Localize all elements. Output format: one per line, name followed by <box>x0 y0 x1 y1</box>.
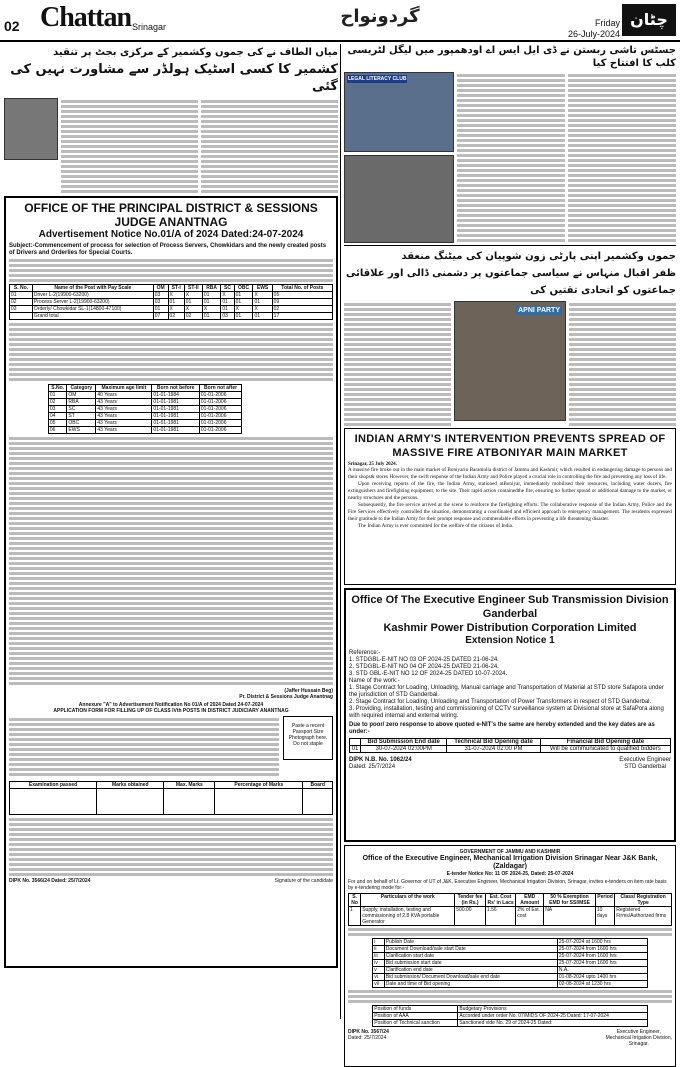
age-table <box>48 384 242 434</box>
notice-title: OFFICE OF THE PRINCIPAL DISTRICT & SESSIONS JUDGE ANANTNAG <box>24 201 318 229</box>
annexure-label: Annexure "A" to Advertisement Notification No 01/A of 2024 Dated 24-07-2024 <box>78 702 264 708</box>
table-cell: 01 <box>350 746 361 753</box>
city-label: Srinagar <box>132 22 167 32</box>
table-cell: Position of funds <box>373 1006 458 1013</box>
table-cell: 02 <box>272 306 332 313</box>
column-divider <box>340 44 341 1019</box>
form-fields <box>9 716 279 778</box>
table-cell: 01 <box>168 299 184 306</box>
signatory: Executive Engineer, <box>616 1029 661 1035</box>
table-cell: Sanctioned vide No. 29 of 2024-25 Dated: <box>458 1020 647 1027</box>
table-header: ST-I <box>168 285 184 292</box>
urdu-article <box>4 98 338 193</box>
table-header: ST-II <box>184 285 202 292</box>
declaration-block <box>9 818 333 876</box>
table-row <box>10 306 333 313</box>
table-row <box>48 392 241 399</box>
reference-item: 2. STDGBL-E-NIT NO 04 OF 2024-25 DATED 21-06-24. <box>349 664 499 670</box>
table-cell: 01 <box>234 292 253 299</box>
irrigation-notice <box>344 845 676 1067</box>
meeting-photo <box>454 301 566 421</box>
table-cell: 01-01-2006 <box>199 392 241 399</box>
table-cell: Orderly/ Chowkidar SL-1(14800-47100) <box>32 306 153 313</box>
table-header: 50 % Exemption EMD for SSI/MSE <box>544 894 596 907</box>
table-cell: 07 <box>153 313 168 320</box>
table-row <box>350 746 671 753</box>
table-row <box>48 420 241 427</box>
table-header: Born not after <box>199 385 241 392</box>
table-cell: 10 days <box>595 907 614 926</box>
table-cell: 31-07-2024 02:00 PM <box>447 746 540 753</box>
notice-title: Office of the Executive Engineer, Mechanical Irrigation Division Srinagar Near J&K Bank, (Zaldagar) <box>362 855 658 870</box>
table-cell: 01 <box>202 299 220 306</box>
signatory: Executive Engineer <box>619 757 671 763</box>
reference-item: 1. STDGBL-E-NIT NO 03 OF 2024-25 DATED 21-06-24. <box>349 657 499 663</box>
urdu-article <box>344 72 676 242</box>
table-header: Category <box>67 385 96 392</box>
table-cell: 03 <box>10 306 33 313</box>
table-row <box>373 1006 647 1013</box>
notice-date: Dated: 25/7/2024 <box>348 1035 387 1041</box>
table-cell: 01 <box>202 313 220 320</box>
due-note: Due to poor/ zero response to above quoted e-NIT's the same are hereby extended and the key dates are as under:- <box>349 722 655 735</box>
table-row <box>349 907 672 926</box>
table-row <box>10 789 333 815</box>
table-cell: Date and time of Bid opening <box>384 981 557 988</box>
table-row <box>373 953 647 960</box>
key-dates-table <box>349 738 671 753</box>
table-header: Name of the Post with Pay Scale <box>32 285 153 292</box>
table-header: EMD Amount <box>516 894 544 907</box>
table-cell: 02 <box>48 399 67 406</box>
table-cell: X <box>202 306 220 313</box>
urdu-headline: کشمیر کا کسی اسٹیک ہولڈر سے مشاورت نہیں کی گئی <box>10 62 338 94</box>
table-cell: 01-01-1981 <box>152 413 200 420</box>
notice-title: Kashmir Power Distribution Corporation Limited <box>383 622 637 634</box>
table-row <box>48 427 241 434</box>
table-cell: 03 <box>153 292 168 299</box>
footer-right <box>606 1029 672 1047</box>
table-cell: 09 <box>272 299 332 306</box>
reference-label: Reference:- <box>349 650 381 656</box>
table-cell: 01 <box>153 306 168 313</box>
section-title: گردونواح <box>340 6 420 27</box>
article-paragraph: A massive fire broke out in the main market of Boniyarin Baramulla district of Jammu and Kashmir, which resulted in endangering damage to persons and their shops& stores However, the swift response of the Indian Army and Police played a crucial role in controlling the fire and preventing any loss of life. <box>348 467 672 480</box>
table-cell: RBA <box>67 399 96 406</box>
table-cell: 01-01-2006 <box>199 413 241 420</box>
table-cell: 01 <box>10 292 33 299</box>
notice-title: Ganderbal <box>482 608 538 620</box>
table-cell: 01-01-1984 <box>152 392 200 399</box>
table-cell: EWS <box>67 427 96 434</box>
table-cell: 01-01-2006 <box>199 399 241 406</box>
exam-table <box>9 781 333 815</box>
dipk-number: DIPK No. 3566/24 Dated: 25/7/2024 <box>9 878 91 884</box>
table-cell: 1.56 <box>485 907 515 926</box>
table-row <box>10 292 333 299</box>
work-item: 1. Stage Contract for Loading, Unloading, Manual carriage and Transportation of Material at STD store Safapora under the jurisdiction of STD Ganderbal. <box>349 685 664 698</box>
table-cell: 01-01-1981 <box>152 420 200 427</box>
table-cell: X <box>221 292 234 299</box>
items-table <box>348 893 672 926</box>
table-cell: 03 <box>221 313 234 320</box>
article-text-block <box>61 98 198 193</box>
table-cell: Supply, installation, testing and commissioning of 2.8 KVA portable Generator <box>361 907 455 926</box>
article-text-block <box>457 72 565 242</box>
article-dateline: Srinagar, 25 July 2024. <box>348 462 397 467</box>
article-body <box>344 301 676 425</box>
table-cell: Position of Technical sanction <box>373 1020 458 1027</box>
table-cell: 2% of Est. cost <box>516 907 544 926</box>
footer-left <box>348 1029 389 1047</box>
urdu-headline: جسٹس تاشی ربستن نے ڈی ایل ایس اے اودھمپور میں لیگل لٹریسی کلب کا افتتاح کیا <box>347 45 676 69</box>
table-cell: 01-01-2006 <box>199 406 241 413</box>
table-cell: Document Download/sale start Date <box>384 946 557 953</box>
photo-stack <box>344 72 454 242</box>
table-cell: vii <box>373 981 384 988</box>
work-item: 2. Stage Contract for Loading, Unloading and Transportation of Power Transformers in respect of STD Ganderbal. <box>349 699 652 705</box>
article-paragraph: Subsequently, the fire service arrived at the scene to reinforce the firefighting efforts. The collaborative response of the Indian Army, Police and the Fire Services effectively controlled the situation, demonstrating a coordinated and efficient approach to emergency management. The residents expressed their gratitude to the Indian Army for their prompt response and commendable efforts in preventing a life threatening disaster. <box>348 502 672 522</box>
table-cell: ii <box>373 946 384 953</box>
table-cell: 25-07-2024 from 1600 hrs <box>557 953 647 960</box>
table-header: Max. Marks <box>164 782 215 789</box>
dipk-number: DIPK N.B. No. 1062/24 <box>349 757 412 763</box>
table-cell: 06 <box>48 427 67 434</box>
day-label: Friday <box>594 18 620 28</box>
table-cell: 03 <box>48 406 67 413</box>
table-cell: Registered Firms/Authorized firms <box>615 907 672 926</box>
table-header: Marks obtained <box>97 782 164 789</box>
table-cell: 30-07-2024 02:00PM <box>361 746 447 753</box>
table-cell: 01 <box>221 306 234 313</box>
court-notice <box>4 196 338 968</box>
table-header: Particulars of the work <box>361 894 455 907</box>
army-article <box>344 428 676 585</box>
table-row <box>373 1013 647 1020</box>
table-cell: Publish Date <box>384 939 557 946</box>
table-cell: 01-08-2024 upto 1400 hrs <box>557 974 647 981</box>
table-cell: 05 <box>48 420 67 427</box>
table-cell: Process Server L-2(19900-63200) <box>32 299 153 306</box>
table-cell: X <box>168 306 184 313</box>
urdu-headline: میاں الطاف نے کی جموں وکشمیر کے مرکزی بجٹ پر تنقید <box>53 47 338 58</box>
table-cell: 25-07-2024 from 1600 hrs <box>557 960 647 967</box>
table-cell: 500.00 <box>455 907 486 926</box>
notice-text-block <box>9 323 333 381</box>
table-header: Born not before <box>152 385 200 392</box>
table-header: Examination passed <box>10 782 97 789</box>
table-cell: 01 <box>202 292 220 299</box>
table-cell: Budgetary Provisions <box>458 1006 647 1013</box>
table-cell: X <box>168 292 184 299</box>
table-cell: 01-01-1981 <box>152 406 200 413</box>
table-cell: iii <box>373 953 384 960</box>
notice-footer <box>349 757 671 771</box>
table-cell: 02-08-2024 at 1230 hrs <box>557 981 647 988</box>
notice-text-block <box>348 990 672 1003</box>
table-cell: OBC <box>67 420 96 427</box>
table-header <box>350 739 361 746</box>
table-cell: 01-01-2006 <box>199 420 241 427</box>
table-header: Tender fee (in Rs.) <box>455 894 486 907</box>
table-row <box>48 399 241 406</box>
table-cell: 43 Years <box>96 406 152 413</box>
urdu-headline: ظفر اقبال منہاس نے سیاسی جماعتوں پر دشمنی ڈالی اور علاقائی جماعتوں کو اتحادی تقتیں کی <box>345 268 676 296</box>
table-cell: 01 <box>234 299 253 306</box>
table-header: Board <box>303 782 333 789</box>
table-cell: vi <box>373 974 384 981</box>
article-paragraph: Upon receiving reports of the fire, the Indian Army, stationed atBoniyar, immediately mobilised their resources, including water dozers, fire extinguishers and firefighting equipment, to the site. Their rapid action containedthe fire, ensuring no further spread or additional damage to the market, or nearby structures and the persons. <box>348 481 672 501</box>
judge-signature-name: (Jaffer Hussain Beg) <box>284 688 333 694</box>
table-header: RBA <box>202 285 220 292</box>
table-cell <box>10 313 33 320</box>
table-cell: 01 <box>221 299 234 306</box>
candidate-signature: Signature of the candidate <box>274 878 333 884</box>
table-row <box>10 299 333 306</box>
table-header: OM <box>153 285 168 292</box>
table-cell: iv <box>373 960 384 967</box>
table-cell: Position of AAA <box>373 1013 458 1020</box>
right-column <box>344 44 676 1067</box>
party-banner: APNI PARTY <box>518 307 560 314</box>
table-row <box>10 313 333 320</box>
notice-text-block <box>9 259 333 282</box>
table-header: S. No <box>349 894 361 907</box>
notice-text-block <box>9 437 333 685</box>
table-row <box>373 1020 647 1027</box>
table-cell: 03 <box>153 299 168 306</box>
table-row <box>48 406 241 413</box>
table-header: Financial Bid Opening date <box>540 739 670 746</box>
dateline <box>550 18 620 40</box>
table-row <box>373 967 647 974</box>
table-cell: 25-07-2024 at 1600 hrs <box>557 939 647 946</box>
table-cell: 01-01-2006 <box>199 427 241 434</box>
dipk-number: DIPK No. 3567/24 <box>348 1029 389 1035</box>
table-cell: 04 <box>48 413 67 420</box>
table-row <box>373 960 647 967</box>
table-cell: Grand total <box>32 313 153 320</box>
article-paragraph: The Indian Army is ever committed for the welfare of the citizens of India. <box>358 523 514 529</box>
table-cell: 01 <box>253 299 272 306</box>
posts-table <box>9 284 333 320</box>
table-cell: 01-01-1981 <box>152 427 200 434</box>
photo-placeholder: Paste a recent Passport Size Photograph here. Do not staple <box>283 716 333 760</box>
table-row <box>373 974 647 981</box>
table-cell: X <box>253 292 272 299</box>
reference-item: 3. STD GBL-E-NIT NO 12 OF 2024-25 DATED 10-07-2024. <box>349 671 508 677</box>
table-cell: ST <box>67 413 96 420</box>
photo-banner: LEGAL LITERACY CLUB <box>348 76 407 82</box>
table-cell: 01 <box>184 299 202 306</box>
table-cell: X <box>253 306 272 313</box>
table-header: OBC <box>234 285 253 292</box>
notice-number: Advertisement Notice No.01/A of 2024 Dated:24-07-2024 <box>38 229 304 240</box>
table-header: S. No. <box>10 285 33 292</box>
table-cell: v <box>373 967 384 974</box>
table-cell: 01-01-1981 <box>152 399 200 406</box>
article-text-block <box>344 301 451 425</box>
table-cell: 02 <box>184 313 202 320</box>
table-header: SC <box>221 285 234 292</box>
signatory: Srinagar. <box>628 1041 649 1047</box>
table-cell: Clarification start date <box>384 953 557 960</box>
article-headline: INDIAN ARMY'S INTERVENTION PREVENTS SPREAD OF <box>354 433 666 445</box>
table-header: Bid Submission End date <box>361 739 447 746</box>
work-label: Name of the work:- <box>349 678 400 684</box>
apni-party-article <box>344 245 676 425</box>
funds-table <box>372 1005 647 1027</box>
table-header: Class/ Registration Type <box>615 894 672 907</box>
table-cell: i <box>373 939 384 946</box>
masthead <box>0 0 680 42</box>
table-cell: 40 Years <box>96 392 152 399</box>
table-header: Period <box>595 894 614 907</box>
table-cell: SC <box>67 406 96 413</box>
schedule-table <box>372 938 647 988</box>
table-cell: 05 <box>272 292 332 299</box>
left-column <box>4 44 338 968</box>
urdu-headline: جموں وکشمیر اپنی پارٹی زون شوپیان کی میٹنگ منعقد <box>401 251 676 262</box>
table-cell: 17 <box>272 313 332 320</box>
table-header: EWS <box>253 285 272 292</box>
newspaper-logo: Chattan <box>40 2 132 33</box>
table-header: Maximum age limit <box>96 385 152 392</box>
table-cell: OM <box>67 392 96 399</box>
table-cell: 01 <box>48 392 67 399</box>
table-row <box>373 981 647 988</box>
notice-text-block <box>348 928 672 936</box>
work-item: 3. Providing, installation, testing and commissioning of CCTV surveillance system at Divisional store at SafaPora along with required internal and external wiring. <box>349 706 664 719</box>
table-row <box>373 946 647 953</box>
table-cell: Clarification end date <box>384 967 557 974</box>
table-cell: 43 Years <box>96 399 152 406</box>
table-cell: 01 <box>253 313 272 320</box>
notice-date: Dated: 25/7/2024 <box>349 764 396 770</box>
table-cell: Accorded under order No. 07/MIDS OF 2024-25 Dated: 17-07-2024 <box>458 1013 647 1020</box>
notice-subtitle: Extension Notice 1 <box>465 635 555 646</box>
gov-label: GOVERNMENT OF JAMMU AND KASHMIR <box>459 849 561 855</box>
application-form <box>9 716 333 778</box>
notice-footer <box>348 1029 672 1047</box>
table-cell: 25-07-2024 from 1600 hrs <box>557 946 647 953</box>
table-row <box>373 939 647 946</box>
signatory: STD Ganderbal <box>624 764 666 770</box>
table-cell: X <box>184 292 202 299</box>
table-cell: X <box>184 306 202 313</box>
table-cell: X <box>234 306 253 313</box>
article-text-block <box>568 72 676 242</box>
event-photo <box>344 72 454 152</box>
table-cell: 43 Years <box>96 413 152 420</box>
table-header: Total No. of Posts <box>272 285 332 292</box>
article-headline: MASSIVE FIRE ATBONIYAR MAIN MARKET <box>392 447 628 459</box>
judge-signature-title: Pr. District & Sessions Judge Anantnag <box>239 694 333 700</box>
notice-subject: Subject:-Commencement of process for selection of Process Servers, Chowkidars and the newly created posts of Drivers and Orderlies for Special Courts. <box>9 243 327 256</box>
table-header: Percentage of Marks <box>215 782 303 789</box>
table-cell: 1 <box>349 907 361 926</box>
table-cell: 43 Years <box>96 427 152 434</box>
article-text-block <box>569 301 676 425</box>
table-header: S.No. <box>48 385 67 392</box>
table-cell: Driver L-2(19900-63200) <box>32 292 153 299</box>
urdu-logo: چٹان <box>622 4 676 36</box>
table-row <box>48 413 241 420</box>
table-header: Technical Bid Opening date <box>447 739 540 746</box>
date-label: 26-July-2024 <box>567 29 620 39</box>
table-cell: NA <box>544 907 596 926</box>
footer-left <box>349 757 412 771</box>
notice-title: Office Of The Executive Engineer Sub Transmission Division <box>351 594 669 606</box>
table-cell: Bid submission start date <box>384 960 557 967</box>
portrait-photo <box>4 98 58 160</box>
table-cell: 01 <box>234 313 253 320</box>
table-cell: Will be communicated to qualified bidders <box>540 746 670 753</box>
table-cell: 02 <box>168 313 184 320</box>
event-photo <box>344 155 454 243</box>
power-notice <box>344 588 676 842</box>
table-cell: Bid submission/ Document Download/sale end date <box>384 974 557 981</box>
table-cell: N.A. <box>557 967 647 974</box>
table-header: Est. Cost Rs' in Lacs <box>485 894 515 907</box>
table-cell: 43 Years <box>96 420 152 427</box>
form-title: APPLICATION FORM FOR FILLING UP OF CLASS IVth POSTS IN DISTRICT JUDICIARY ANANTNAG <box>53 708 289 714</box>
notice-footer <box>9 878 333 884</box>
nit-number: E-tender Notice No: 11 OF 2024-25, Dated: 25-07-2024 <box>446 871 574 877</box>
page-number: 02 <box>4 18 20 34</box>
article-text-block <box>201 98 338 193</box>
table-cell: 02 <box>10 299 33 306</box>
notice-intro: For and on behalf of Lt. Governor of UT of J&K, Executive Engineer, Mechanical Irrigation Division, Srinagar, invites e-tenders on item rate basis by e-tendering mode for:- <box>348 879 667 891</box>
footer-right <box>619 757 671 771</box>
signatory: Mechanical Irrigation Division, <box>605 1035 672 1041</box>
